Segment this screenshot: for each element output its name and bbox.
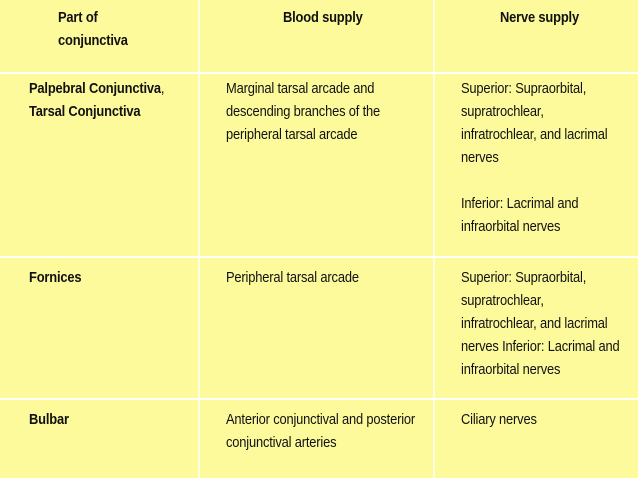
header-blood-supply: Blood supply	[283, 9, 363, 26]
row-palpebral-part	[29, 77, 192, 123]
part-name-comma: ,	[160, 80, 165, 97]
row-divider	[0, 256, 638, 258]
row-fornices-blood: Peripheral tarsal arcade	[226, 269, 359, 286]
row-fornices-nerve: Superior: Supraorbital, supratrochlear, infratrochlear, and lacrimal nerves Inferior: Lacrimal and infraorbital nerves	[461, 269, 620, 378]
nerve-inferior-text: Inferior: Lacrimal and infraorbital nerves	[461, 195, 579, 235]
nerve-superior-text: Superior: Supraorbital, supratrochlear, infratrochlear, and lacrimal nerves	[461, 80, 608, 166]
header-nerve-supply: Nerve supply	[500, 9, 579, 26]
row-divider	[0, 398, 638, 400]
part-name-line1: Palpebral Conjunctiva	[29, 80, 161, 97]
row-palpebral-nerve	[461, 77, 633, 238]
row-palpebral-blood: Marginal tarsal arcade and descending branches of the peripheral tarsal arcade	[226, 80, 381, 143]
row-divider	[0, 72, 638, 74]
row-bulbar-nerve: Ciliary nerves	[461, 411, 537, 428]
row-bulbar-blood: Anterior conjunctival and posterior conjunctival arteries	[226, 411, 416, 451]
part-name-line2: Tarsal Conjunctiva	[29, 103, 141, 120]
row-fornices-part: Fornices	[29, 269, 82, 286]
row-bulbar-part: Bulbar	[29, 411, 69, 428]
header-part-of-conjunctiva: Part of conjunctiva	[58, 9, 128, 49]
